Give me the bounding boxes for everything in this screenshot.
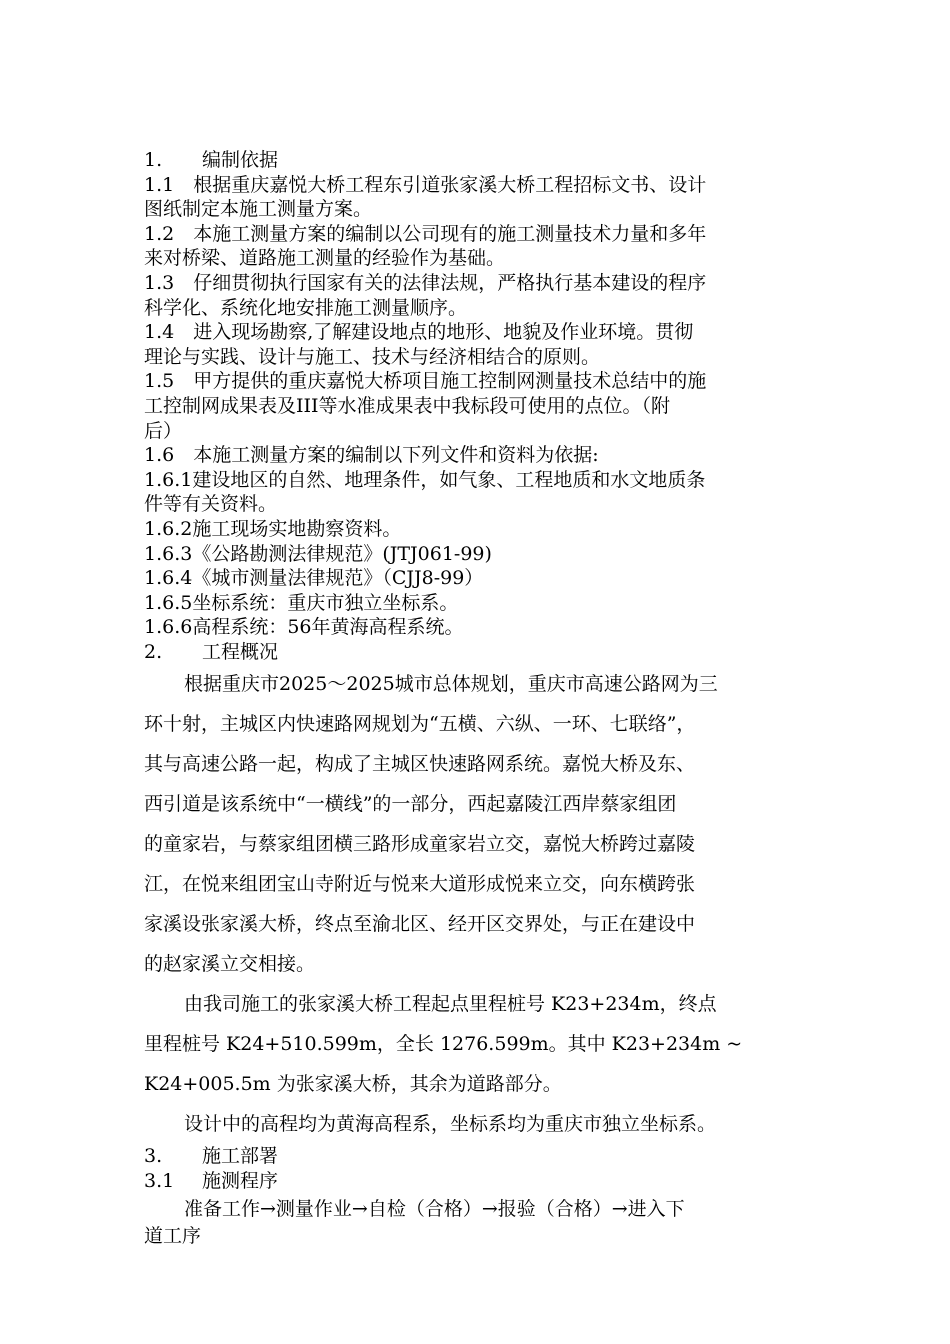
paragraph-line: 准备工作→测量作业→自检（合格）→报验（合格）→进入下 [184,1197,685,1220]
basis-item [144,443,812,468]
basis-line: 科学化、系统化地安排施工测量顺序。 [144,296,468,319]
basis-item [144,591,812,616]
document-body [144,148,812,1248]
section-number: 3. [144,1145,163,1168]
basis-item [144,468,812,517]
paragraph-line: 江，在悦来组团宝山寺附近与悦来大道形成悦来立交，向东横跨张 [144,873,696,896]
basis-item [144,542,812,567]
basis-line: 后） [144,419,183,442]
paragraph-line: 西引道是该系统中“一横线”的一部分，西起嘉陵江西岸蔡家组团 [144,793,677,816]
section-number: 2. [144,640,163,663]
paragraph-line: 根据重庆市2025～2025城市总体规划，重庆市高速公路网为三 [184,673,718,696]
basis-list [144,173,812,640]
basis-line: 1.6.6高程系统：56年黄海高程系统。 [144,616,464,639]
overview-paragraph-1 [144,664,812,984]
basis-item [144,320,812,369]
basis-line: 来对桥梁、道路施工测量的经验作为基础。 [144,247,506,270]
section-heading-3 [144,1144,812,1169]
basis-line: 件等有关资料。 [144,493,278,516]
basis-line: 1.6.1建设地区的自然、地理条件，如气象、工程地质和水文地质条 [144,468,706,491]
section-title: 编制依据 [202,149,279,171]
subsection-title: 施测程序 [202,1170,279,1193]
basis-line: 1.6.4《城市测量法律规范》（CJJ8-99） [144,567,484,590]
basis-line: 1.1 根据重庆嘉悦大桥工程东引道张家溪大桥工程招标文书、设计 [144,173,707,196]
basis-line: 1.6.5坐标系统：重庆市独立坐标系。 [144,591,459,614]
basis-line: 1.4 进入现场勘察,了解建设地点的地形、地貌及作业环境。贯彻 [144,321,694,344]
section-title: 工程概况 [202,640,279,663]
overview-paragraph-3 [144,1104,812,1144]
basis-item [144,173,812,222]
basis-line: 工控制网成果表及III等水准成果表中我标段可使用的点位。（附 [144,394,671,417]
basis-line: 图纸制定本施工测量方案。 [144,198,373,221]
paragraph-line: 道工序 [144,1224,202,1247]
basis-line: 1.6.3《公路勘测法律规范》(JTJ061-99) [144,542,492,565]
section-heading-1 [144,148,812,173]
process-paragraph [144,1194,812,1249]
basis-item [144,271,812,320]
overview-paragraph-2 [144,984,812,1104]
basis-item [144,222,812,271]
basis-line: 1.6 本施工测量方案的编制以下列文件和资料为依据: [144,444,599,467]
paragraph-line: 由我司施工的张家溪大桥工程起点里程桩号 K23+234m，终点 [184,993,717,1016]
section-title: 施工部署 [202,1145,279,1168]
basis-item [144,369,812,443]
basis-item [144,615,812,640]
basis-line: 1.6.2施工现场实地勘察资料。 [144,517,402,540]
basis-line: 1.3 仔细贯彻执行国家有关的法律法规，严格执行基本建设的程序 [144,271,707,294]
paragraph-line: 的童家岩，与蔡家组团横三路形成童家岩立交，嘉悦大桥跨过嘉陵 [144,833,696,856]
section-number: 1. [144,149,163,171]
basis-item [144,517,812,542]
paragraph-line: 设计中的高程均为黄海高程系，坐标系均为重庆市独立坐标系。 [184,1113,717,1136]
paragraph-line: 的赵家溪立交相接。 [144,953,316,976]
paragraph-line: 里程桩号 K24+510.599m，全长 1276.599m。其中 K23+234m ~ [144,1033,743,1056]
basis-item [144,566,812,591]
paragraph-line: K24+005.5m 为张家溪大桥，其余为道路部分。 [144,1073,562,1096]
subsection-number: 3.1 [144,1170,175,1193]
basis-line: 1.2 本施工测量方案的编制以公司现有的施工测量技术力量和多年 [144,222,707,245]
section-heading-2 [144,640,812,665]
paragraph-line: 家溪设张家溪大桥，终点至渝北区、经开区交界处，与正在建设中 [144,913,696,936]
paragraph-line: 其与高速公路一起，构成了主城区快速路网系统。嘉悦大桥及东、 [144,753,696,776]
subsection-heading-3-1 [144,1169,812,1194]
basis-line: 理论与实践、设计与施工、技术与经济相结合的原则。 [144,345,601,368]
basis-line: 1.5 甲方提供的重庆嘉悦大桥项目施工控制网测量技术总结中的施 [144,370,707,393]
paragraph-line: 环十射，主城区内快速路网规划为“五横、六纵、一环、七联络”， [144,713,696,736]
